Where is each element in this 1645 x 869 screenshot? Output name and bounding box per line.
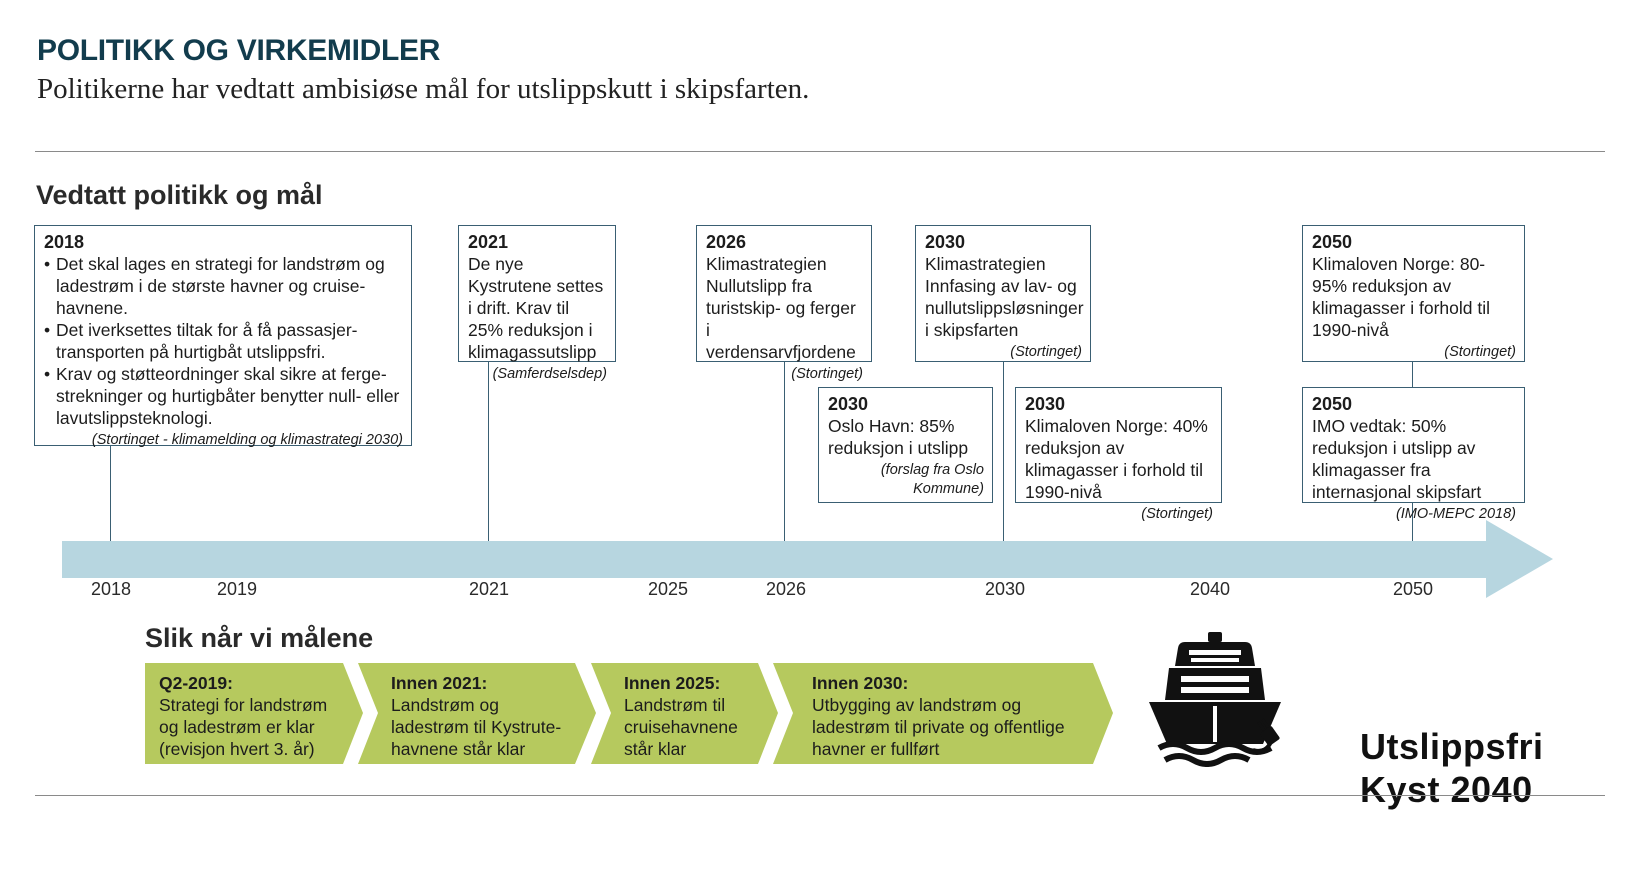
tick-label: 2040 — [1189, 579, 1231, 599]
goal-step-text: Landstrøm og ladestrøm til Kystrute-havnene står klar — [391, 695, 562, 759]
goal-step-1 — [159, 672, 344, 760]
event-year: 2050 — [1312, 232, 1353, 252]
goal-step-text: Utbygging av landstrøm og ladestrøm til private og offentlige havner er fullført — [812, 695, 1065, 759]
goals-heading: Slik når vi målene — [145, 623, 374, 653]
event-bullet: • Det skal lages en strategi for landstrøm og ladestrøm i de største havner og cruise-havnene. — [44, 253, 403, 319]
policy-heading: Vedtatt politikk og mål — [36, 180, 323, 210]
goal-step-label: Innen 2025: — [624, 673, 721, 693]
goal-step-label: Q2-2019: — [159, 673, 233, 693]
event-source: (IMO-MEPC 2018) — [1395, 506, 1516, 522]
ship-plug-icon — [1145, 632, 1285, 767]
event-text: Klimastrategien Nullutslipp fra turistskip- og ferger i verdensarvfjordene — [706, 254, 856, 362]
event-bullet: • Krav og støtteordninger skal sikre at ferge-strekninger og hurtigbåter benytter null- eller lavutslippsteknologi. — [44, 363, 403, 429]
goal-step-text: Landstrøm til cruisehavnene står klar — [624, 695, 738, 759]
event-text: De nye Kystrutene settes i drift. Krav til 25% reduksjon i klimagassutslipp — [468, 254, 604, 362]
event-text: Klimastrategien Innfasing av lav- og nullutslippsløsninger i skipsfarten — [925, 254, 1084, 340]
event-text: IMO vedtak: 50% reduksjon i utslipp av klimagasser fra internasjonal skipsfart — [1312, 416, 1482, 502]
goal-step-4 — [812, 672, 1087, 760]
bottom-divider — [35, 795, 1605, 796]
tick-label: 2026 — [765, 579, 807, 599]
logo-line-2: Kyst 2040 — [1360, 769, 1533, 810]
event-source: (Stortinget) — [791, 366, 863, 382]
page-subtitle: Politikerne har vedtatt ambisiøse mål for utslippskutt i skipsfarten. — [37, 73, 810, 105]
logo-line-1: Utslippsfri — [1360, 726, 1544, 767]
tick-label: 2025 — [647, 579, 689, 599]
event-text: Klimaloven Norge: 40% reduksjon av klimagasser i forhold til 1990-nivå — [1025, 416, 1208, 502]
event-year: 2030 — [1025, 394, 1066, 414]
event-bullet: • Det iverksettes tiltak for å få passasjer-transporten på hurtigbåt utslippsfri. — [44, 319, 403, 363]
tick-label: 2018 — [90, 579, 132, 599]
event-year: 2021 — [468, 232, 509, 252]
event-year: 2018 — [44, 232, 85, 252]
goal-step-text: Strategi for landstrøm og ladestrøm er klar (revisjon hvert 3. år) — [159, 695, 328, 759]
tick-label: 2021 — [468, 579, 510, 599]
event-year: 2026 — [706, 232, 747, 252]
page-title: POLITIKK OG VIRKEMIDLER — [37, 34, 441, 67]
event-source: (Stortinget) — [1010, 344, 1082, 360]
goal-step-label: Innen 2021: — [391, 673, 488, 693]
event-year: 2050 — [1312, 394, 1353, 414]
tick-label: 2019 — [216, 579, 258, 599]
event-text: Oslo Havn: 85% reduksjon i utslipp — [828, 416, 969, 458]
tick-label: 2050 — [1392, 579, 1434, 599]
event-source: (Stortinget - klimamelding og klimastrategi 2030) — [91, 432, 403, 448]
tick-label: 2030 — [984, 579, 1026, 599]
event-source: (Stortinget) — [1141, 506, 1213, 522]
event-source: (forslag fra Oslo Kommune) — [880, 462, 984, 497]
goal-step-2 — [391, 672, 569, 760]
event-year: 2030 — [828, 394, 869, 414]
event-year: 2030 — [925, 232, 966, 252]
goal-step-3 — [624, 672, 752, 760]
goal-step-label: Innen 2030: — [812, 673, 909, 693]
logo-text — [1360, 725, 1544, 811]
event-source: (Stortinget) — [1444, 344, 1516, 360]
event-source: (Samferdselsdep) — [492, 366, 607, 382]
event-text: Klimaloven Norge: 80-95% reduksjon av klimagasser i forhold til 1990-nivå — [1312, 254, 1490, 340]
